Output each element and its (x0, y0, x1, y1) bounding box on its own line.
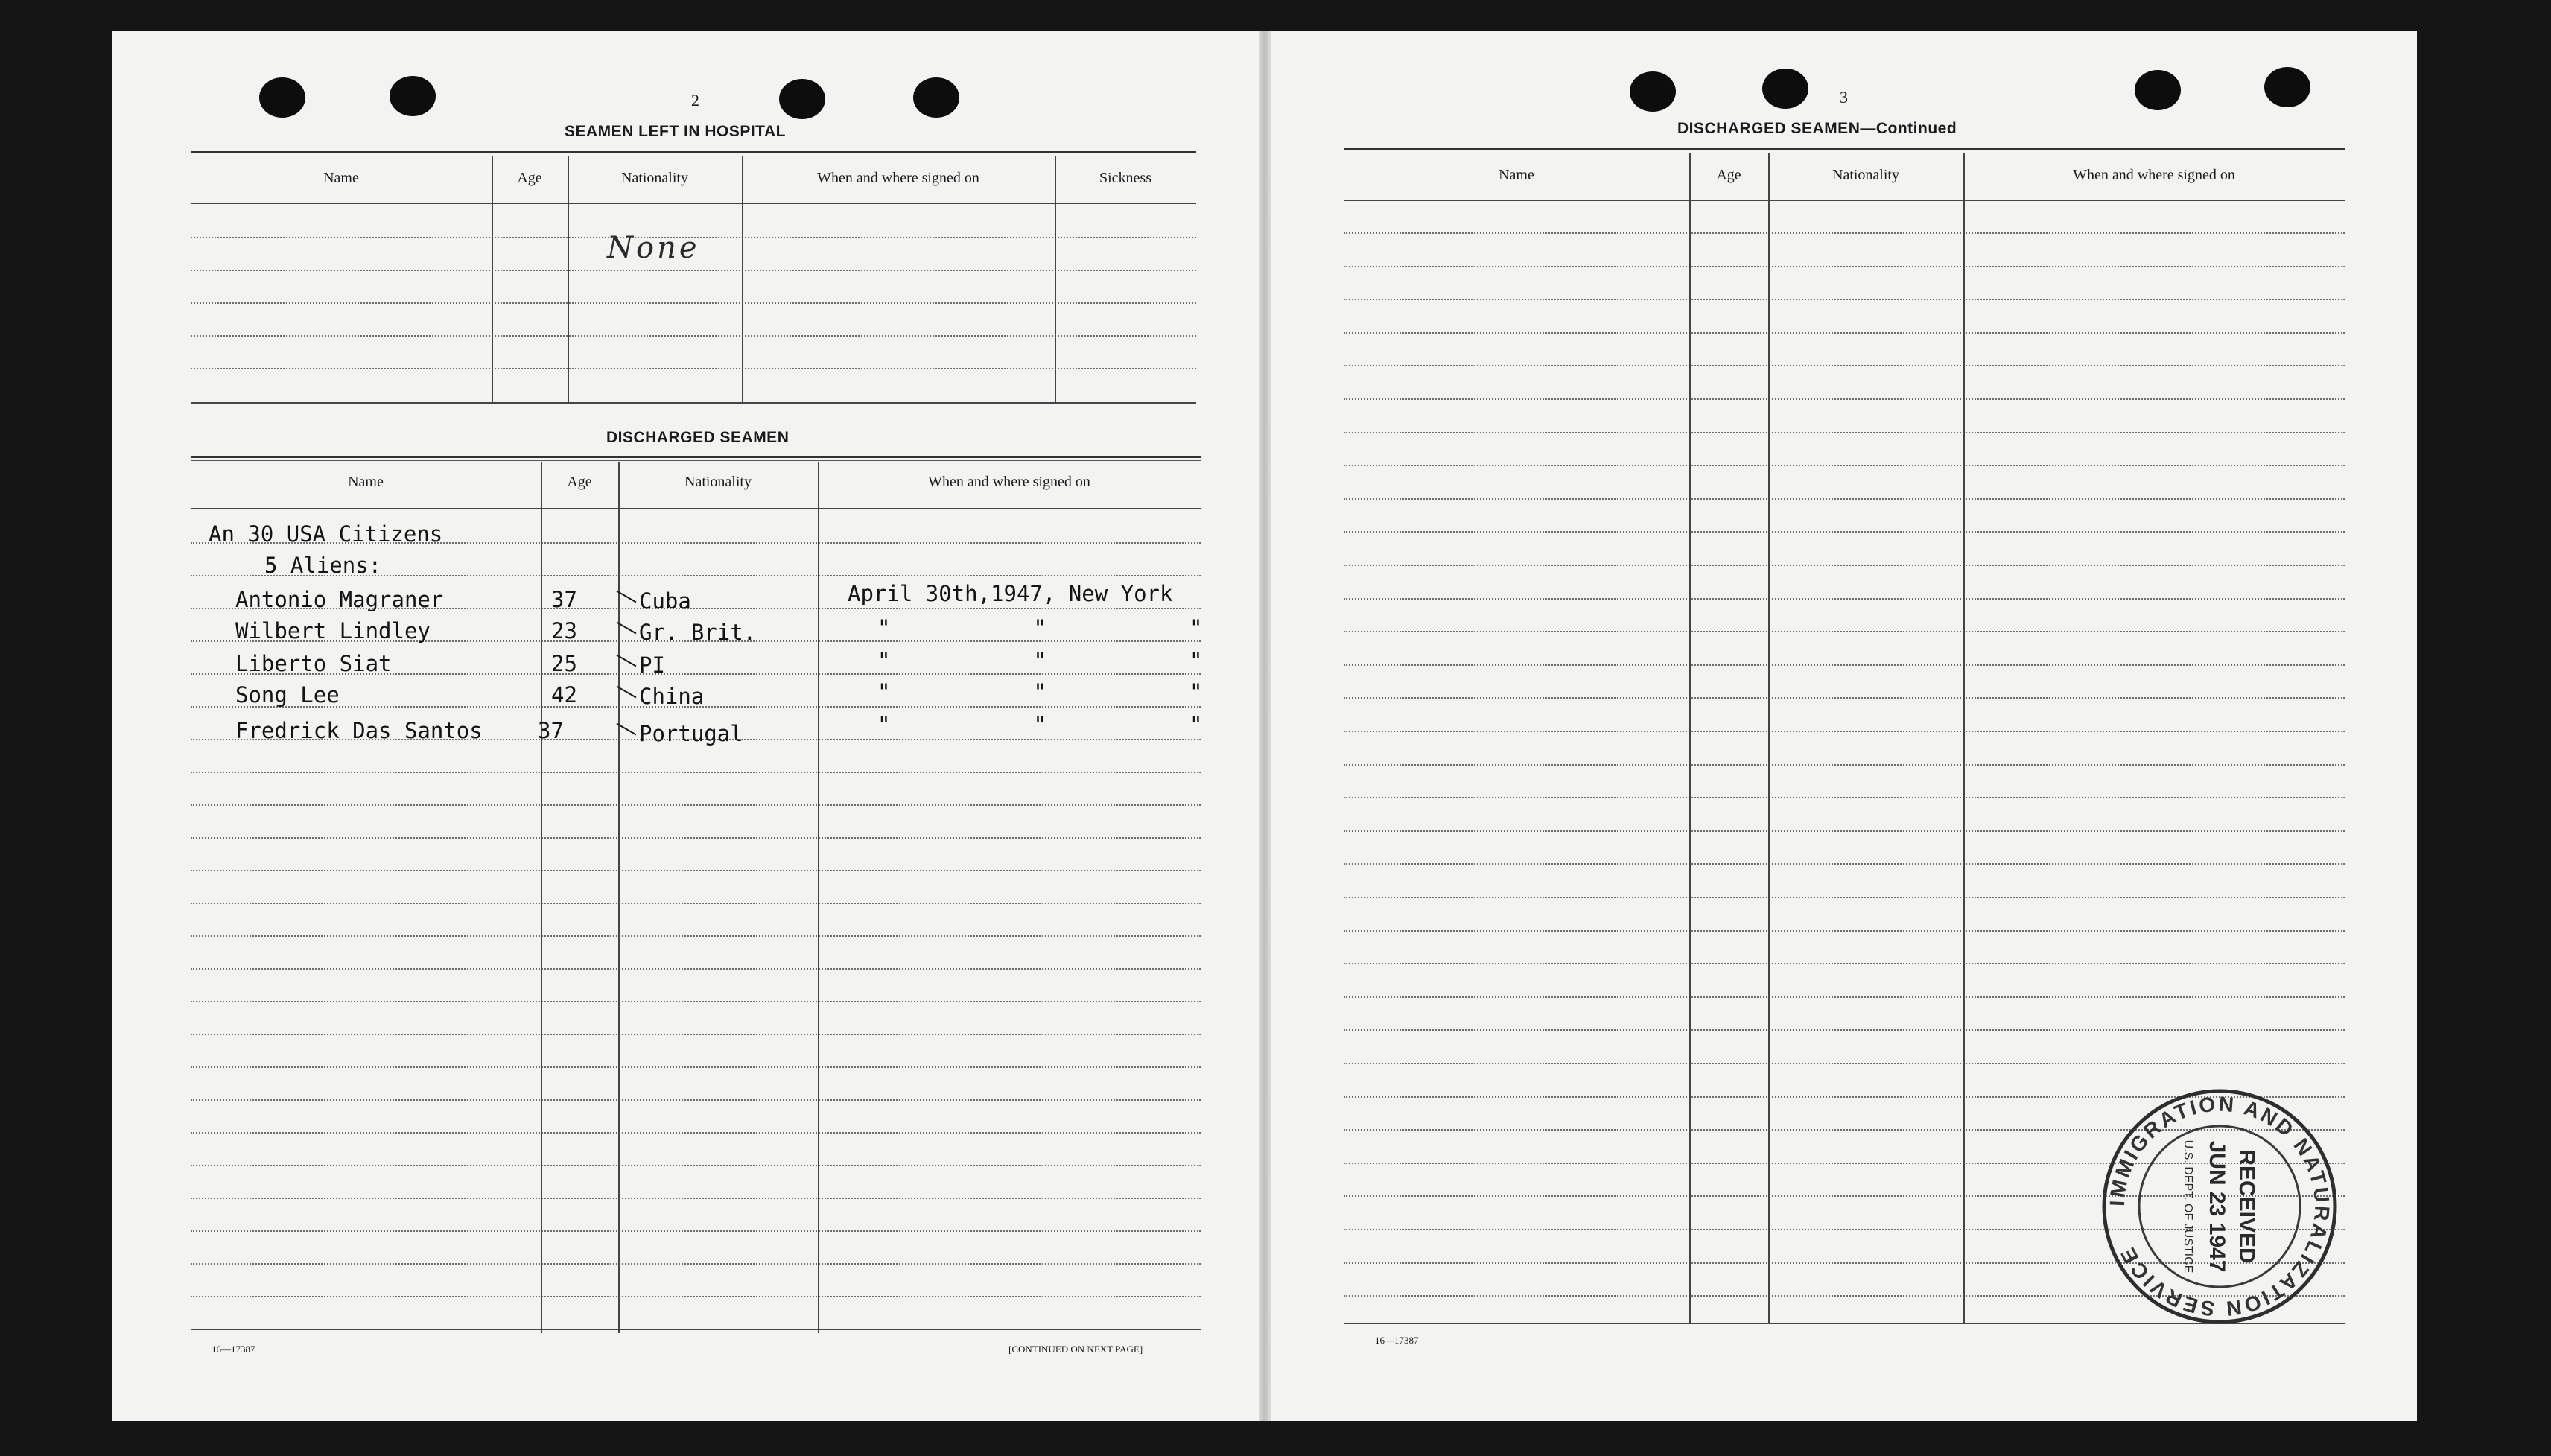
ruled-line (191, 1198, 1201, 1199)
ruled-line (1344, 930, 2345, 932)
seaman-signed-on: " " " (877, 648, 1203, 673)
column-divider (1689, 153, 1691, 1324)
column-divider (541, 462, 542, 1333)
page-number: 3 (1840, 88, 1848, 107)
ruled-line (191, 1001, 1201, 1002)
punch-hole (779, 79, 825, 119)
stamp-dept: U.S. DEPT. OF JUSTICE (2182, 1139, 2194, 1274)
ruled-line (191, 935, 1201, 937)
table-top-rule (1344, 148, 2345, 153)
ruled-line (191, 1230, 1201, 1232)
column-header-name: Name (1499, 167, 1534, 183)
column-divider (818, 462, 819, 1333)
ruled-line (191, 270, 1196, 271)
ruled-line (191, 1132, 1201, 1134)
continued-note: [CONTINUED ON NEXT PAGE] (1008, 1344, 1143, 1355)
seaman-nationality: Gr. Brit. (639, 620, 757, 645)
ruled-line (191, 1296, 1201, 1297)
ruled-line (1344, 299, 2345, 300)
seaman-name: Fredrick Das Santos (235, 718, 483, 743)
received-stamp (2097, 1084, 2342, 1329)
seaman-age: 23 (551, 618, 577, 643)
title-main: DISCHARGED SEAMEN (1677, 120, 1861, 137)
ruled-line (1344, 266, 2345, 267)
ruled-line (1344, 1029, 2345, 1031)
column-header-name: Name (323, 170, 359, 186)
ruled-line (191, 1066, 1201, 1068)
header-divider (1344, 200, 2345, 201)
header-divider (191, 203, 1196, 204)
punch-hole (1762, 69, 1808, 109)
ruled-line (1344, 863, 2345, 865)
ruled-line (191, 1034, 1201, 1035)
column-header-age: Age (1716, 167, 1741, 183)
ruled-line (1344, 598, 2345, 600)
ruled-line (1344, 498, 2345, 500)
column-header-sickness: Sickness (1099, 170, 1151, 186)
summary-citizens: An 30 USA Citizens (209, 521, 443, 547)
binding-gutter (1259, 31, 1271, 1421)
table-bottom-rule (191, 402, 1196, 404)
ruled-line (1344, 830, 2345, 832)
ruled-line (191, 903, 1201, 904)
column-header-nationality: Nationality (684, 474, 752, 490)
seaman-nationality: Cuba (639, 588, 691, 614)
seaman-signed-on: " " " (877, 712, 1203, 737)
ruled-line (1344, 1063, 2345, 1064)
column-header-signed-on: When and where signed on (817, 170, 979, 186)
ruled-line (191, 302, 1196, 304)
ruled-line (191, 368, 1196, 369)
ruled-line (191, 1099, 1201, 1101)
ruled-line (1344, 897, 2345, 898)
seaman-nationality: Portugal (639, 721, 743, 746)
ruled-line (191, 837, 1201, 839)
stamp-date: JUN 23 1947 (2205, 1140, 2229, 1273)
ruled-line (191, 804, 1201, 806)
punch-hole (913, 77, 959, 118)
seaman-name: Song Lee (235, 682, 340, 708)
column-header-signed-on: When and where signed on (928, 474, 1090, 490)
ruled-line (191, 335, 1196, 337)
column-header-name: Name (348, 474, 384, 490)
ruled-line (191, 1165, 1201, 1166)
ruled-line (1344, 963, 2345, 964)
section-title-discharged-continued (1677, 120, 1957, 138)
handwritten-none: None (607, 231, 700, 265)
seaman-signed-on: April 30th,1947, New York (848, 581, 1173, 606)
title-suffix: —Continued (1860, 120, 1957, 137)
ruled-line (1344, 531, 2345, 533)
column-divider (1768, 153, 1770, 1324)
header-divider (191, 508, 1201, 509)
seaman-age: 37 (538, 718, 564, 743)
ruled-line (1344, 731, 2345, 732)
seaman-age: 37 (551, 587, 577, 612)
ruled-line (1344, 232, 2345, 234)
form-number: 16—17387 (1375, 1335, 1419, 1346)
seaman-name: Antonio Magraner (235, 587, 444, 612)
summary-aliens: 5 Aliens: (264, 553, 382, 578)
ruled-line (1344, 996, 2345, 998)
seaman-signed-on: " " " (877, 679, 1203, 705)
form-number: 16—17387 (212, 1344, 255, 1355)
section-title-discharged: DISCHARGED SEAMEN (606, 429, 790, 446)
ruled-line (1344, 697, 2345, 699)
section-title-hospital: SEAMEN LEFT IN HOSPITAL (565, 123, 786, 140)
page-number: 2 (691, 91, 699, 109)
ruled-line (191, 1263, 1201, 1265)
ruled-line (1344, 797, 2345, 798)
stamp-ring-text: IMMIGRATION AND NATURALIZATION SERVICE (2105, 1092, 2334, 1321)
column-divider (1963, 153, 1965, 1324)
punch-hole (259, 77, 305, 118)
ruled-line (1344, 565, 2345, 566)
column-divider (492, 156, 493, 402)
punch-hole (2135, 70, 2181, 110)
ruled-line (191, 870, 1201, 871)
seaman-signed-on: " " " (877, 615, 1203, 640)
seaman-age: 42 (551, 682, 577, 708)
punch-hole (1630, 71, 1676, 112)
seaman-nationality: PI (639, 652, 665, 678)
column-divider (1055, 156, 1056, 402)
seaman-name: Liberto Siat (235, 651, 392, 676)
stamp-received: RECEIVED (2234, 1149, 2259, 1264)
column-header-signed-on: When and where signed on (2073, 167, 2235, 183)
ruled-line (1344, 465, 2345, 466)
column-header-age: Age (567, 474, 592, 490)
table-top-rule (191, 456, 1201, 461)
ruled-line (1344, 398, 2345, 400)
column-divider (568, 156, 569, 402)
seaman-age: 25 (551, 651, 577, 676)
ruled-line (191, 968, 1201, 970)
ruled-line (1344, 764, 2345, 766)
table-bottom-rule (191, 1329, 1201, 1330)
ruled-line (191, 772, 1201, 773)
seaman-name: Wilbert Lindley (235, 618, 431, 643)
ruled-line (1344, 631, 2345, 632)
seaman-nationality: China (639, 684, 705, 709)
ruled-line (1344, 664, 2345, 666)
punch-hole (2264, 67, 2310, 107)
column-header-nationality: Nationality (1832, 167, 1899, 183)
ruled-line (1344, 432, 2345, 433)
table-top-rule (191, 151, 1196, 156)
ruled-line (1344, 332, 2345, 334)
ruled-line (1344, 365, 2345, 366)
column-header-nationality: Nationality (621, 170, 688, 186)
punch-hole (390, 76, 436, 116)
column-divider (742, 156, 743, 402)
column-header-age: Age (517, 170, 542, 186)
